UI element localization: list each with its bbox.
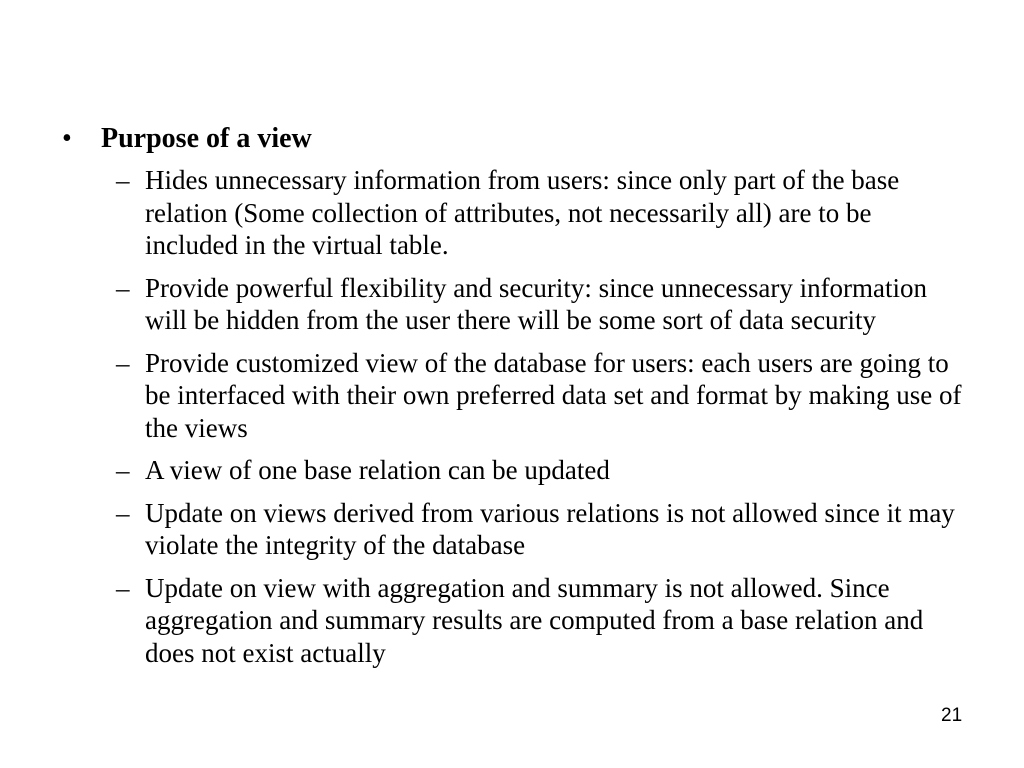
list-item xyxy=(116,454,966,487)
dash-icon: – xyxy=(116,497,130,528)
list-item-text: Update on view with aggregation and summary is not allowed. Since aggregation and summary results are computed from a base relation and does not exist actually xyxy=(145,572,924,668)
dash-icon: – xyxy=(116,272,130,303)
list-item xyxy=(116,497,966,562)
list-item-text: A view of one base relation can be updated xyxy=(145,455,610,485)
slide-heading: Purpose of a view xyxy=(101,123,312,154)
dash-icon: – xyxy=(116,347,130,378)
dash-icon: – xyxy=(116,572,130,603)
sub-bullet-list xyxy=(116,164,966,679)
dash-icon: – xyxy=(116,165,130,195)
page-number: 21 xyxy=(941,705,963,726)
list-item-text: Provide powerful flexibility and security: since unnecessary information will be hidden from the user there will be some sort of data security xyxy=(145,272,928,335)
list-item-text: Update on views derived from various relations is not allowed since it may violate the integrity of the database xyxy=(145,497,955,560)
list-item-text: Provide customized view of the database for users: each users are going to be interfaced with their own preferred data set and format by making use of the views xyxy=(145,347,962,443)
list-item xyxy=(116,164,966,262)
bullet-icon: • xyxy=(62,123,72,154)
list-item xyxy=(116,347,966,445)
list-item-text: Hides unnecessary information from users: since only part of the base relation (Some collection of attributes, not necessarily all) are to be included in the virtual table. xyxy=(145,165,900,260)
list-item xyxy=(116,572,966,670)
list-item xyxy=(116,272,966,337)
dash-icon: – xyxy=(116,455,130,485)
